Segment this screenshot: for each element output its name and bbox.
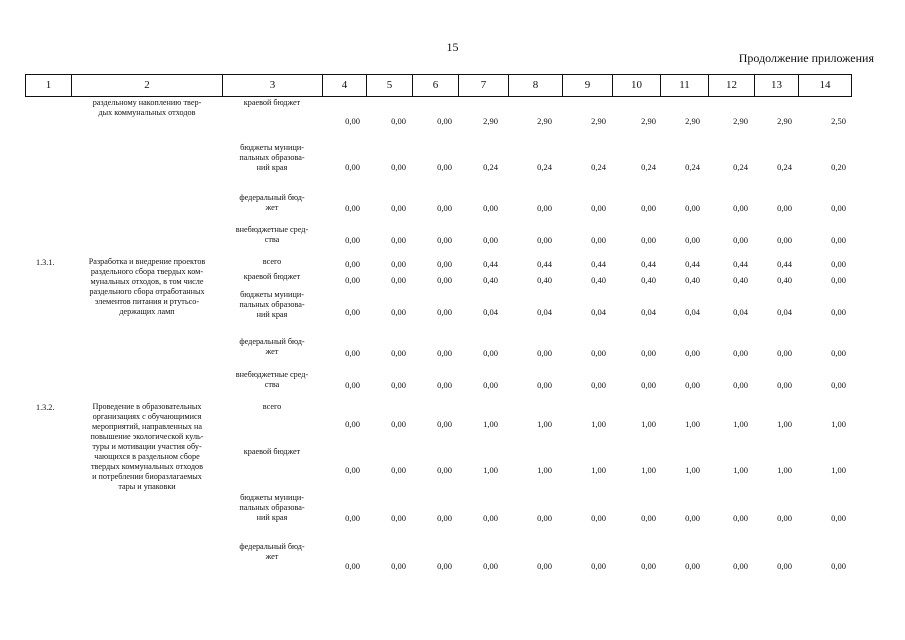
value-cell-col-13: 0,00 [777, 235, 792, 245]
row-number: 1.3.1. [36, 258, 55, 267]
value-cell-col-4: 0,00 [345, 259, 360, 269]
header-col-13: 13 [754, 74, 798, 97]
funding-source-line: краевой бюджет [243, 447, 301, 456]
value-cell-col-11: 0,00 [685, 513, 700, 523]
value-cell-col-10: 0,00 [641, 380, 656, 390]
value-cell-col-10: 0,00 [641, 203, 656, 213]
value-cell-col-12: 0,00 [733, 235, 748, 245]
funding-source-line: ний края [256, 163, 288, 172]
value-cell-col-11: 1,00 [685, 465, 700, 475]
funding-source-line: ства [264, 235, 280, 244]
value-cell-col-13: 1,00 [777, 465, 792, 475]
value-cell-col-8: 0,00 [537, 348, 552, 358]
value-cell-col-8: 0,00 [537, 513, 552, 523]
value-cell-col-10: 0,00 [641, 235, 656, 245]
value-cell-col-11: 0,40 [685, 275, 700, 285]
value-cell-col-12: 0,00 [733, 348, 748, 358]
value-cell-col-10: 2,90 [641, 116, 656, 126]
value-cell-col-12: 0,44 [733, 259, 748, 269]
funding-source-line: ний края [256, 513, 288, 522]
value-cell-col-14: 0,00 [831, 561, 846, 571]
value-cell-col-6: 0,00 [437, 162, 452, 172]
value-cell-col-10: 0,00 [641, 348, 656, 358]
funding-source-line: жет [265, 552, 279, 561]
value-cell-col-13: 0,00 [777, 380, 792, 390]
value-cell-col-8: 0,40 [537, 275, 552, 285]
funding-source-line: жет [265, 203, 279, 212]
value-cell-col-5: 0,00 [391, 275, 406, 285]
value-cell-col-4: 0,00 [345, 203, 360, 213]
funding-source-line: бюджеты муници- [240, 290, 304, 299]
value-cell-col-11: 0,00 [685, 561, 700, 571]
value-cell-col-11: 1,00 [685, 419, 700, 429]
funding-source-line: всего [262, 257, 282, 266]
value-cell-col-14: 2,50 [831, 116, 846, 126]
value-cell-col-11: 2,90 [685, 116, 700, 126]
value-cell-col-7: 0,44 [483, 259, 498, 269]
measure-description-line: твердых коммунальных отходов [90, 462, 204, 471]
value-cell-col-10: 1,00 [641, 419, 656, 429]
funding-source-line: краевой бюджет [243, 98, 301, 107]
value-cell-col-5: 0,00 [391, 513, 406, 523]
value-cell-col-14: 0,00 [831, 203, 846, 213]
value-cell-col-7: 0,24 [483, 162, 498, 172]
value-cell-col-4: 0,00 [345, 465, 360, 475]
value-cell-col-9: 0,04 [591, 307, 606, 317]
value-cell-col-6: 0,00 [437, 561, 452, 571]
header-col-14: 14 [798, 74, 852, 97]
value-cell-col-8: 1,00 [537, 419, 552, 429]
value-cell-col-11: 0,44 [685, 259, 700, 269]
value-cell-col-5: 0,00 [391, 235, 406, 245]
value-cell-col-6: 0,00 [437, 348, 452, 358]
value-cell-col-7: 0,00 [483, 203, 498, 213]
header-col-12: 12 [708, 74, 754, 97]
value-cell-col-6: 0,00 [437, 465, 452, 475]
value-cell-col-13: 0,00 [777, 513, 792, 523]
value-cell-col-7: 1,00 [483, 465, 498, 475]
value-cell-col-8: 0,44 [537, 259, 552, 269]
value-cell-col-13: 0,40 [777, 275, 792, 285]
value-cell-col-5: 0,00 [391, 259, 406, 269]
value-cell-col-8: 0,04 [537, 307, 552, 317]
value-cell-col-13: 0,44 [777, 259, 792, 269]
value-cell-col-7: 0,00 [483, 348, 498, 358]
value-cell-col-5: 0,00 [391, 419, 406, 429]
value-cell-col-7: 0,00 [483, 380, 498, 390]
value-cell-col-6: 0,00 [437, 259, 452, 269]
value-cell-col-10: 0,00 [641, 513, 656, 523]
value-cell-col-4: 0,00 [345, 116, 360, 126]
value-cell-col-9: 1,00 [591, 419, 606, 429]
value-cell-col-13: 0,04 [777, 307, 792, 317]
value-cell-col-14: 1,00 [831, 465, 846, 475]
header-col-8: 8 [508, 74, 562, 97]
value-cell-col-9: 0,00 [591, 203, 606, 213]
header-col-11: 11 [660, 74, 708, 97]
value-cell-col-14: 0,20 [831, 162, 846, 172]
measure-description-line: Разработка и внедрение проектов [88, 257, 206, 266]
funding-source-line: внебюджетные сред- [235, 225, 309, 234]
value-cell-col-9: 0,00 [591, 348, 606, 358]
value-cell-col-11: 0,24 [685, 162, 700, 172]
value-cell-col-13: 0,24 [777, 162, 792, 172]
measure-description-line: дых коммунальных отходов [98, 108, 196, 117]
value-cell-col-12: 0,24 [733, 162, 748, 172]
value-cell-col-5: 0,00 [391, 348, 406, 358]
funding-source-line: федеральный бюд- [239, 542, 305, 551]
value-cell-col-14: 1,00 [831, 419, 846, 429]
header-col-4: 4 [322, 74, 366, 97]
value-cell-col-11: 0,04 [685, 307, 700, 317]
value-cell-col-8: 2,90 [537, 116, 552, 126]
value-cell-col-4: 0,00 [345, 162, 360, 172]
value-cell-col-6: 0,00 [437, 235, 452, 245]
value-cell-col-14: 0,00 [831, 235, 846, 245]
value-cell-col-8: 0,00 [537, 203, 552, 213]
value-cell-col-13: 0,00 [777, 561, 792, 571]
value-cell-col-13: 1,00 [777, 419, 792, 429]
value-cell-col-5: 0,00 [391, 116, 406, 126]
value-cell-col-13: 0,00 [777, 203, 792, 213]
value-cell-col-9: 1,00 [591, 465, 606, 475]
value-cell-col-14: 0,00 [831, 380, 846, 390]
value-cell-col-10: 0,00 [641, 561, 656, 571]
value-cell-col-11: 0,00 [685, 235, 700, 245]
value-cell-col-8: 0,24 [537, 162, 552, 172]
value-cell-col-6: 0,00 [437, 275, 452, 285]
value-cell-col-14: 0,00 [831, 348, 846, 358]
value-cell-col-7: 2,90 [483, 116, 498, 126]
value-cell-col-5: 0,00 [391, 307, 406, 317]
funding-source-line: пальных образова- [239, 153, 305, 162]
value-cell-col-9: 0,00 [591, 235, 606, 245]
value-cell-col-12: 2,90 [733, 116, 748, 126]
value-cell-col-8: 1,00 [537, 465, 552, 475]
value-cell-col-5: 0,00 [391, 162, 406, 172]
value-cell-col-7: 0,00 [483, 235, 498, 245]
value-cell-col-5: 0,00 [391, 465, 406, 475]
value-cell-col-14: 0,00 [831, 275, 846, 285]
measure-description-line: организациях с обучающимися [92, 412, 202, 421]
value-cell-col-6: 0,00 [437, 419, 452, 429]
measure-description-line: элементов питания и ртутьсо- [94, 297, 200, 306]
value-cell-col-9: 0,44 [591, 259, 606, 269]
value-cell-col-11: 0,00 [685, 380, 700, 390]
value-cell-col-9: 0,00 [591, 380, 606, 390]
value-cell-col-13: 2,90 [777, 116, 792, 126]
value-cell-col-8: 0,00 [537, 380, 552, 390]
value-cell-col-4: 0,00 [345, 275, 360, 285]
header-col-5: 5 [366, 74, 412, 97]
funding-source-line: ний края [256, 310, 288, 319]
measure-description-line: мероприятий, направленных на [92, 422, 202, 431]
header-col-6: 6 [412, 74, 458, 97]
value-cell-col-7: 0,40 [483, 275, 498, 285]
value-cell-col-12: 0,00 [733, 380, 748, 390]
measure-description-line: туры и мотивации участия обу- [92, 442, 202, 451]
value-cell-col-10: 0,04 [641, 307, 656, 317]
funding-source-line: федеральный бюд- [239, 193, 305, 202]
funding-source-line: бюджеты муници- [240, 493, 304, 502]
header-col-1: 1 [25, 74, 71, 97]
value-cell-col-12: 0,04 [733, 307, 748, 317]
header-col-10: 10 [612, 74, 660, 97]
value-cell-col-5: 0,00 [391, 203, 406, 213]
value-cell-col-4: 0,00 [345, 561, 360, 571]
funding-source-line: внебюджетные сред- [235, 370, 309, 379]
funding-source-line: пальных образова- [239, 300, 305, 309]
value-cell-col-5: 0,00 [391, 380, 406, 390]
value-cell-col-14: 0,00 [831, 307, 846, 317]
value-cell-col-9: 0,00 [591, 561, 606, 571]
value-cell-col-11: 0,00 [685, 203, 700, 213]
value-cell-col-12: 0,00 [733, 513, 748, 523]
header-col-9: 9 [562, 74, 612, 97]
value-cell-col-7: 1,00 [483, 419, 498, 429]
value-cell-col-13: 0,00 [777, 348, 792, 358]
header-col-2: 2 [71, 74, 222, 97]
value-cell-col-6: 0,00 [437, 380, 452, 390]
value-cell-col-14: 0,00 [831, 513, 846, 523]
measure-description-line: раздельного сбора твердых ком- [90, 267, 204, 276]
measure-description-line: держащих ламп [119, 307, 175, 316]
value-cell-col-4: 0,00 [345, 419, 360, 429]
funding-source-line: жет [265, 347, 279, 356]
value-cell-col-14: 0,00 [831, 259, 846, 269]
funding-source-line: пальных образова- [239, 503, 305, 512]
value-cell-col-12: 0,00 [733, 203, 748, 213]
measure-description-line: тары и упаковки [118, 482, 176, 491]
value-cell-col-4: 0,00 [345, 513, 360, 523]
value-cell-col-6: 0,00 [437, 513, 452, 523]
header-table [25, 74, 852, 97]
value-cell-col-4: 0,00 [345, 380, 360, 390]
value-cell-col-12: 0,40 [733, 275, 748, 285]
value-cell-col-9: 2,90 [591, 116, 606, 126]
measure-description-line: раздельному накоплению твер- [92, 98, 202, 107]
value-cell-col-7: 0,00 [483, 513, 498, 523]
value-cell-col-9: 0,24 [591, 162, 606, 172]
value-cell-col-12: 1,00 [733, 465, 748, 475]
measure-description-line: раздельного сбора отработанных [89, 287, 205, 296]
value-cell-col-10: 1,00 [641, 465, 656, 475]
value-cell-col-10: 0,44 [641, 259, 656, 269]
header-col-3: 3 [222, 74, 322, 97]
measure-description-line: чающихся в раздельном сборе [94, 452, 200, 461]
funding-source-line: краевой бюджет [243, 272, 301, 281]
measure-description-line: Проведение в образовательных [92, 402, 202, 411]
value-cell-col-4: 0,00 [345, 235, 360, 245]
value-cell-col-5: 0,00 [391, 561, 406, 571]
value-cell-col-6: 0,00 [437, 307, 452, 317]
value-cell-col-12: 1,00 [733, 419, 748, 429]
value-cell-col-7: 0,00 [483, 561, 498, 571]
value-cell-col-6: 0,00 [437, 203, 452, 213]
funding-source-line: ства [264, 380, 280, 389]
value-cell-col-6: 0,00 [437, 116, 452, 126]
value-cell-col-4: 0,00 [345, 348, 360, 358]
header-col-7: 7 [458, 74, 508, 97]
measure-description-line: повышение экологической куль- [90, 432, 204, 441]
funding-source-line: федеральный бюд- [239, 337, 305, 346]
value-cell-col-8: 0,00 [537, 561, 552, 571]
row-number: 1.3.2. [36, 403, 55, 412]
value-cell-col-11: 0,00 [685, 348, 700, 358]
value-cell-col-4: 0,00 [345, 307, 360, 317]
value-cell-col-10: 0,24 [641, 162, 656, 172]
value-cell-col-8: 0,00 [537, 235, 552, 245]
value-cell-col-7: 0,04 [483, 307, 498, 317]
value-cell-col-12: 0,00 [733, 561, 748, 571]
page-number: 15 [446, 40, 459, 54]
value-cell-col-9: 0,40 [591, 275, 606, 285]
funding-source-line: всего [262, 402, 282, 411]
funding-source-line: бюджеты муници- [240, 143, 304, 152]
measure-description-line: мунальных отходов, в том числе [90, 277, 204, 286]
measure-description-line: и потреблении биоразлагаемых [92, 472, 202, 481]
value-cell-col-9: 0,00 [591, 513, 606, 523]
continuation-title: Продолжение приложения [738, 51, 874, 65]
value-cell-col-10: 0,40 [641, 275, 656, 285]
